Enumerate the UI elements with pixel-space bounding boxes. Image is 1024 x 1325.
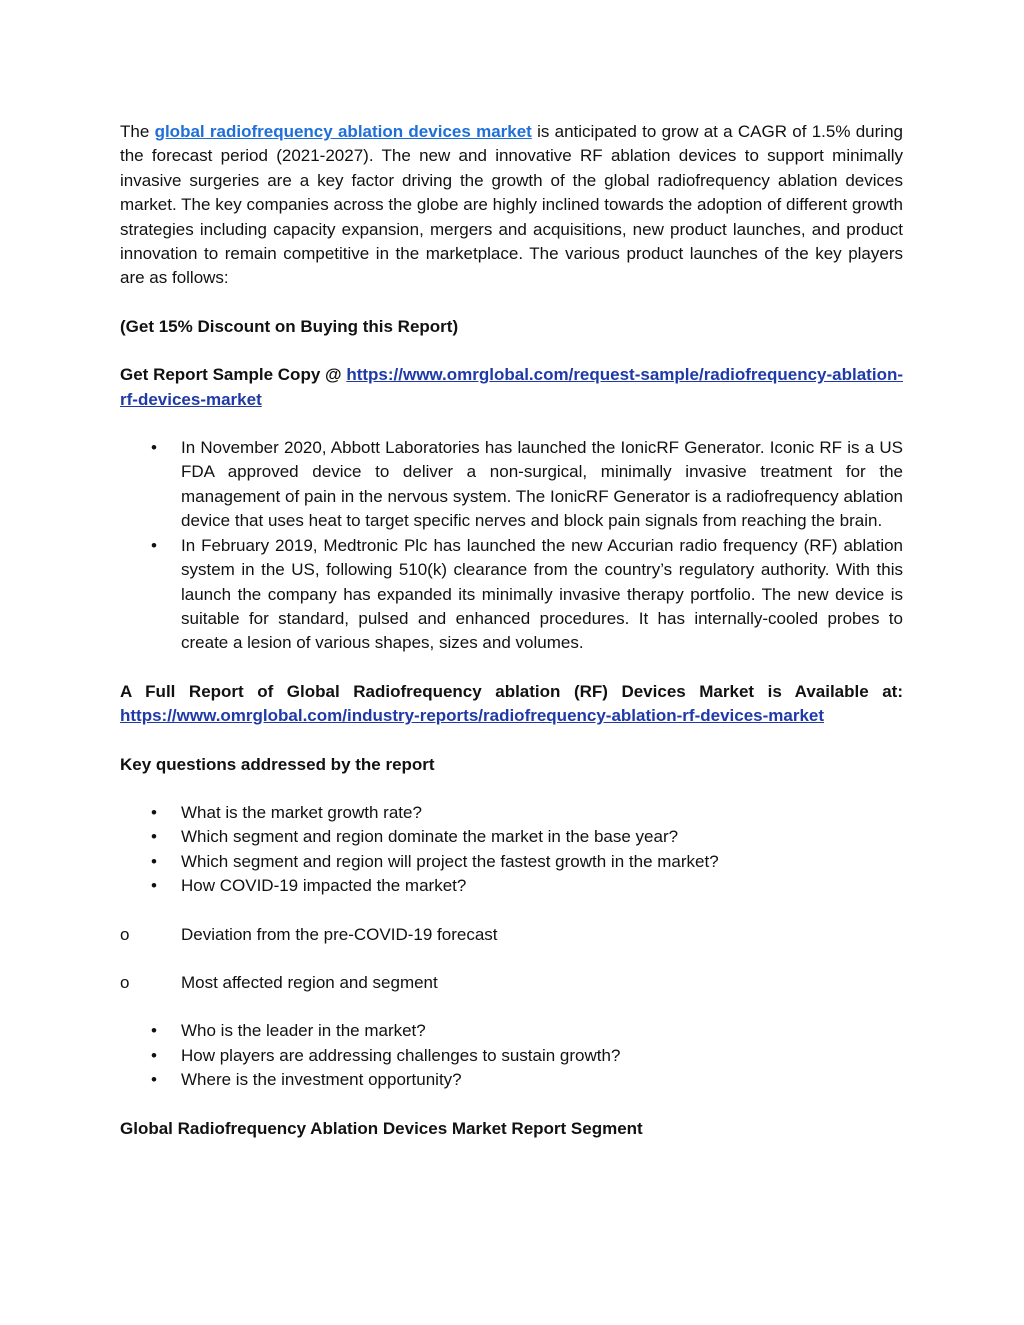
- list-item-text: Which segment and region dominate the market in the base year?: [181, 827, 679, 847]
- sub-item-text: Most affected region and segment: [181, 972, 438, 992]
- intro-prefix: The: [120, 122, 155, 141]
- circle-bullet-icon: o: [120, 924, 130, 944]
- list-item: [120, 801, 903, 825]
- list-item-text: Where is the investment opportunity?: [181, 1070, 462, 1090]
- intro-text: is anticipated to grow at a CAGR of 1.5% during the forecast period (2021-2027). The new and innovative RF ablation devices to support minimally invasive surgeries are a key factor driving the growth of the global radiofrequency ablation devices market. The key companies across the globe are highly inclined towards the adoption of different growth strategies including capacity expansion, mergers and acquisitions, new product launches, and product innovation to remain competitive in the marketplace. The various product launches of the key players are as follows:: [120, 122, 903, 288]
- list-item-text: Which segment and region will project the fastest growth in the market?: [181, 851, 719, 871]
- full-report-line: [120, 680, 903, 729]
- questions-list: [120, 801, 903, 899]
- list-item-text: Who is the leader in the market?: [181, 1021, 426, 1041]
- full-report-label: A Full Report of Global Radiofrequency ablation (RF) Devices Market is Available at:: [120, 681, 903, 701]
- list-item: [120, 874, 903, 898]
- bullet-icon: •: [151, 438, 157, 458]
- sub-item: [120, 923, 903, 947]
- sub-item-text: Deviation from the pre-COVID-19 forecast: [181, 924, 498, 944]
- list-item: [120, 1019, 903, 1043]
- sub-item: [120, 971, 903, 995]
- circle-bullet-icon: o: [120, 972, 130, 992]
- intro-paragraph: [120, 120, 903, 291]
- bullet-icon: •: [151, 1021, 157, 1041]
- bullet-icon: •: [151, 802, 157, 822]
- list-item: [120, 1068, 903, 1092]
- list-item: [120, 534, 903, 656]
- sample-copy-line: [120, 363, 903, 412]
- bullet-icon: •: [151, 535, 157, 555]
- full-report-link[interactable]: https://www.omrglobal.com/industry-reports/radiofrequency-ablation-rf-devices-market: [120, 706, 825, 726]
- key-questions-heading: Key questions addressed by the report: [120, 754, 435, 774]
- list-item-text: In November 2020, Abbott Laboratories has launched the IonicRF Generator. Iconic RF is a US FDA approved device to deliver a non-surgical, minimally invasive treatment for the management of pain in the nervous system. The IonicRF Generator is a radiofrequency ablation device that uses heat to target specific nerves and block pain signals from reaching the brain.: [181, 438, 903, 531]
- bullet-icon: •: [151, 1070, 157, 1090]
- questions-list-continued: [120, 1019, 903, 1092]
- bullet-icon: •: [151, 876, 157, 896]
- document-page: [120, 120, 903, 1141]
- sample-copy-link[interactable]: https://www.omrglobal.com/request-sample/radiofrequency-ablation-rf-devices-market: [120, 365, 903, 409]
- bullet-icon: •: [151, 1045, 157, 1065]
- launch-list: [120, 436, 903, 656]
- bullet-icon: •: [151, 827, 157, 847]
- bullet-icon: •: [151, 851, 157, 871]
- sample-copy-label: Get Report Sample Copy @: [120, 365, 347, 385]
- market-link[interactable]: global radiofrequency ablation devices market: [154, 122, 532, 141]
- list-item: [120, 825, 903, 849]
- list-item-text: How players are addressing challenges to sustain growth?: [181, 1045, 621, 1065]
- list-item-text: What is the market growth rate?: [181, 802, 422, 822]
- list-item: [120, 436, 903, 534]
- segment-heading: Global Radiofrequency Ablation Devices Market Report Segment: [120, 1118, 643, 1138]
- list-item: [120, 850, 903, 874]
- list-item-text: How COVID-19 impacted the market?: [181, 876, 467, 896]
- list-item: [120, 1044, 903, 1068]
- list-item-text: In February 2019, Medtronic Plc has launched the new Accurian radio frequency (RF) ablation system in the US, following 510(k) clearance from the country’s regulatory authority. With this launch the company has expanded its minimally invasive therapy portfolio. The new device is suitable for standard, pulsed and enhanced procedures. It has internally-cooled probes to create a lesion of various shapes, sizes and volumes.: [181, 535, 903, 653]
- discount-note: (Get 15% Discount on Buying this Report): [120, 316, 459, 336]
